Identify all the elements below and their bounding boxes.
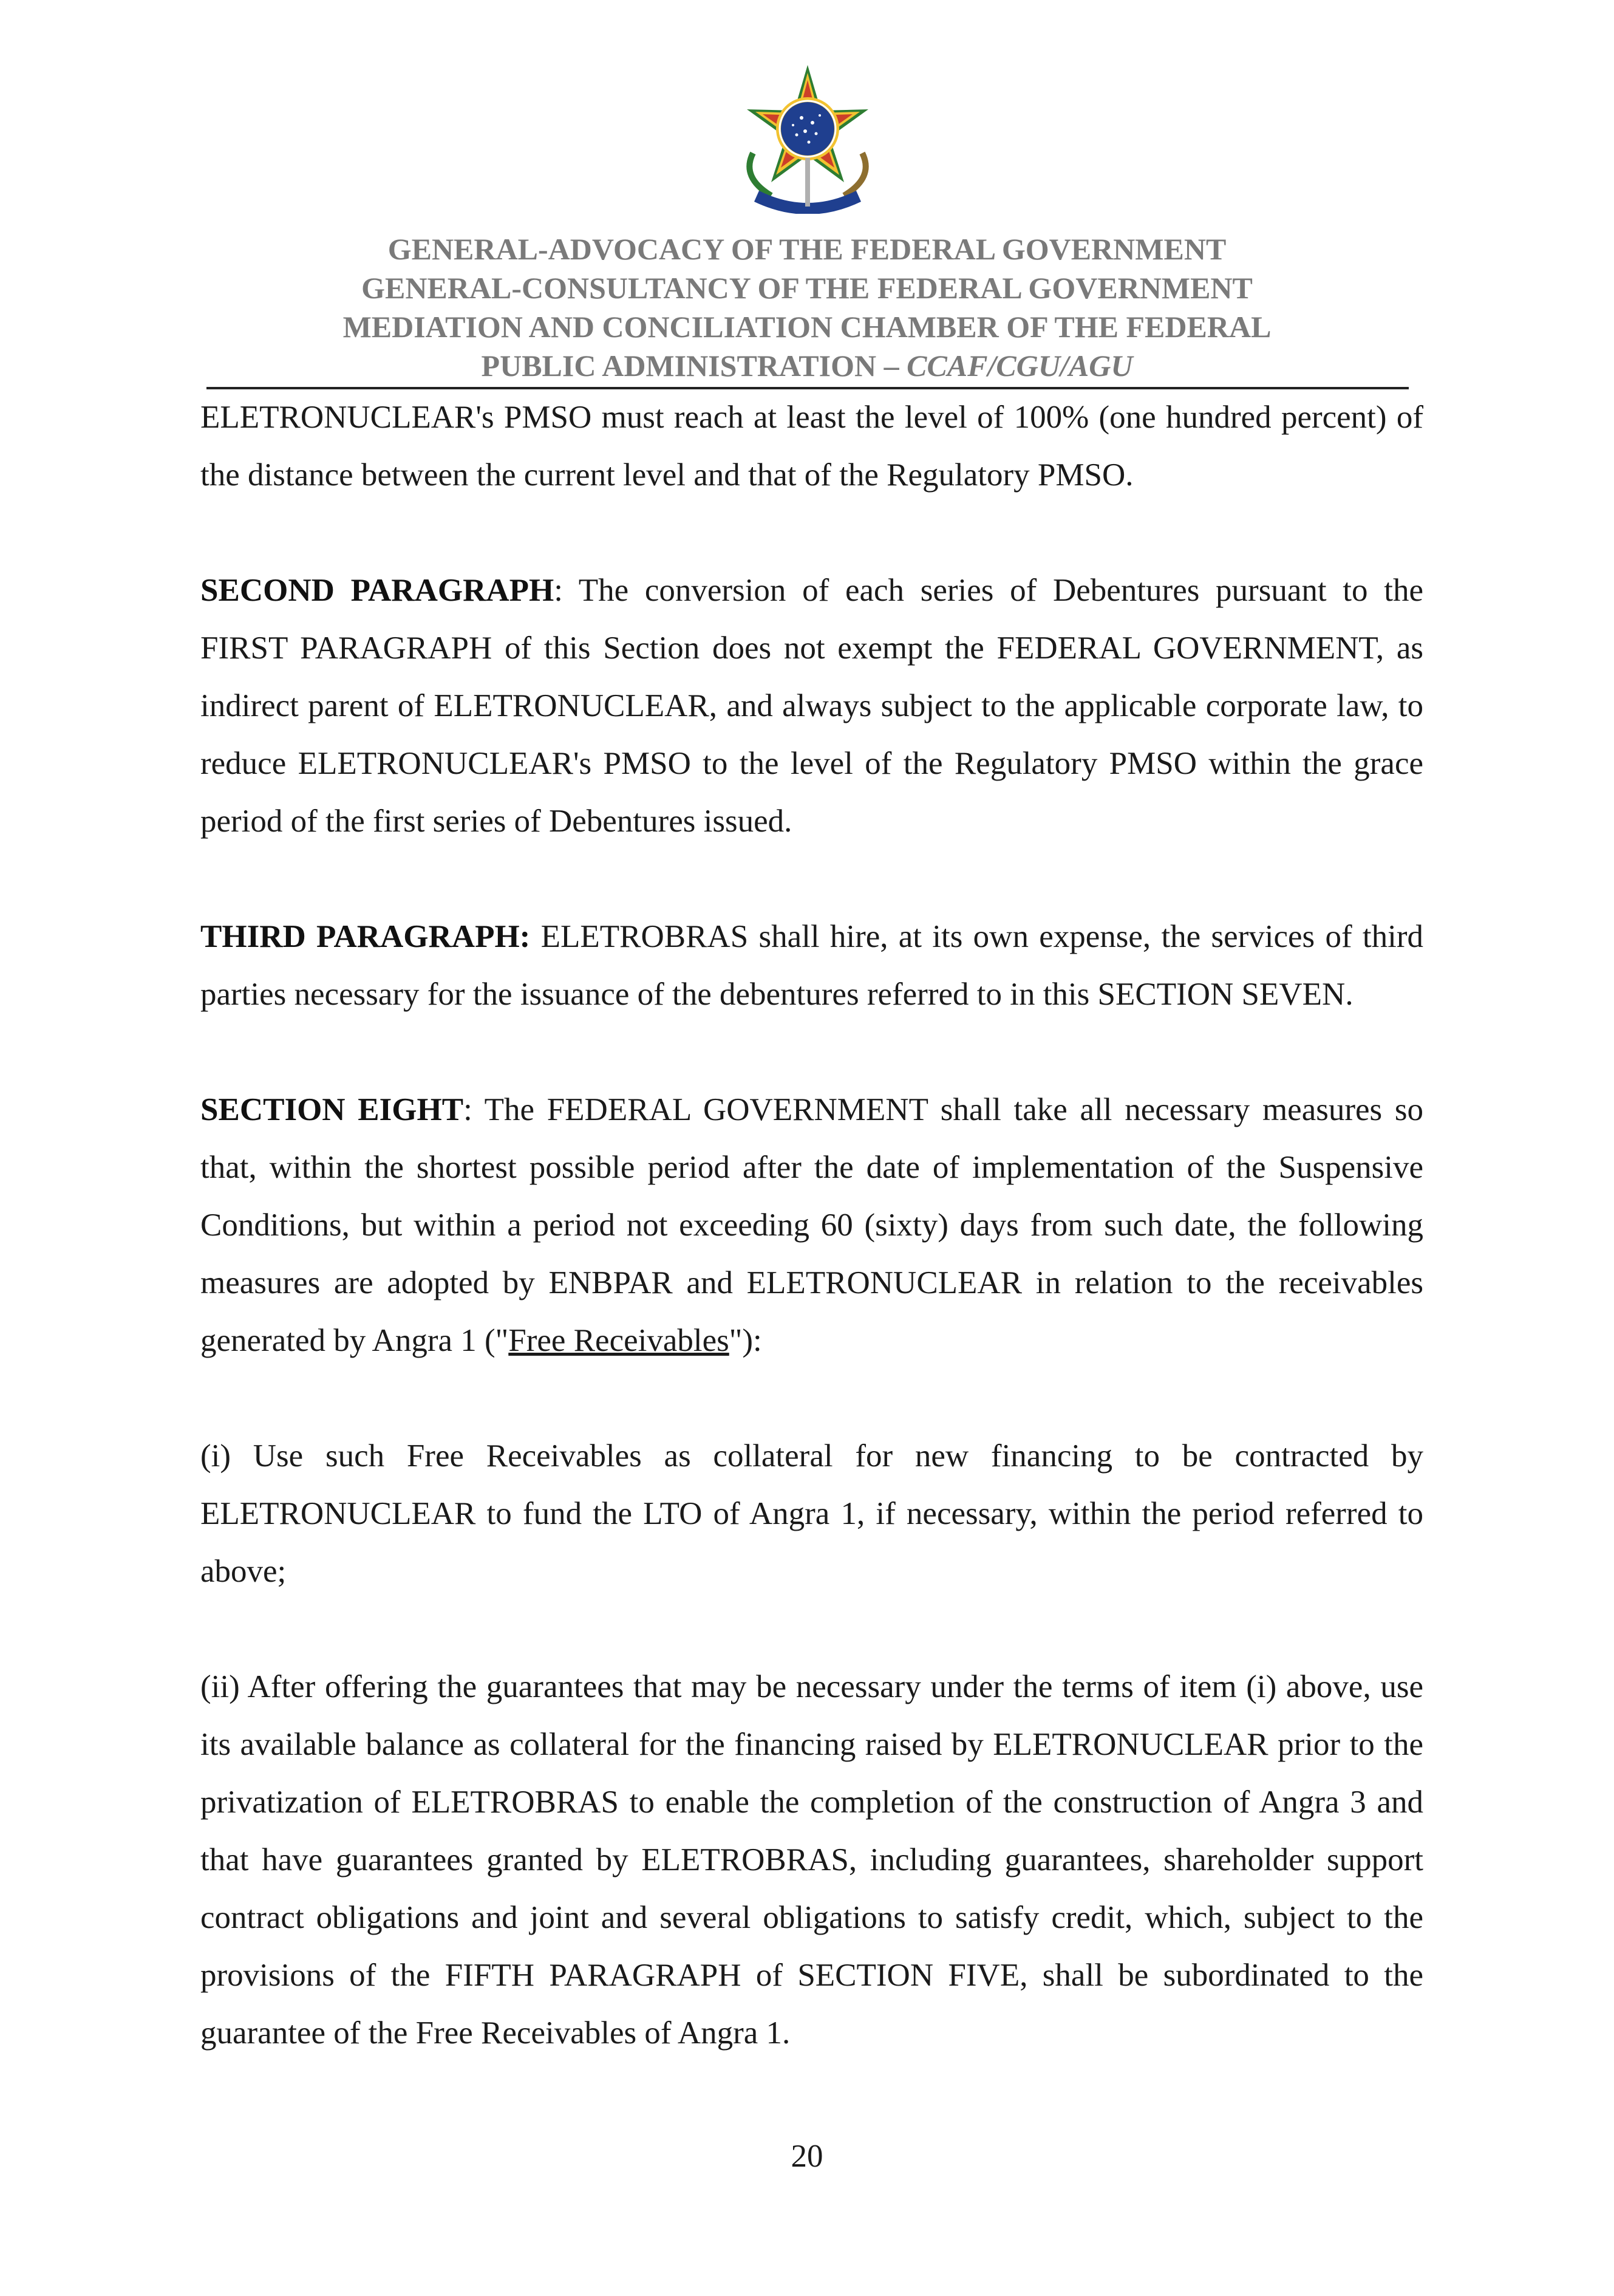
header-line-1: GENERAL-ADVOCACY OF THE FEDERAL GOVERNMENT <box>387 232 1227 266</box>
paragraph-second-label: SECOND PARAGRAPH <box>200 573 554 608</box>
header-line-2: GENERAL-CONSULTANCY OF THE FEDERAL GOVERNMENT <box>361 271 1253 305</box>
coat-of-arms-icon <box>729 56 887 214</box>
header-line-3: MEDIATION AND CONCILIATION CHAMBER OF THE FEDERAL <box>342 310 1272 344</box>
paragraph-continuation: ELETRONUCLEAR's PMSO must reach at least the level of 100% (one hundred percent) of the distance between the current level and that of the Regulatory PMSO. <box>200 400 1423 493</box>
paragraph-third <box>200 908 1423 1023</box>
section-eight-end: "): <box>729 1323 762 1358</box>
header-line-4-plain: PUBLIC ADMINISTRATION – <box>481 349 907 383</box>
free-receivables-term: Free Receivables <box>508 1323 729 1358</box>
paragraph-third-text: ELETROBRAS shall hire, at its own expense, the services of third parties necessary for the issuance of the debentures referred to in this SECTION SEVEN. <box>200 919 1423 1012</box>
letterhead <box>200 230 1414 385</box>
header-line-4 <box>200 346 1414 385</box>
section-eight-text: : The FEDERAL GOVERNMENT shall take all necessary measures so that, within the shortest possible period after the date of implementation of the Suspensive Conditions, but within a period not exceeding 60 (sixty) days from such date, the following measures are adopted by ENBPAR and ELETRONUCLEAR in relation to the receivables generated by Angra 1 (" <box>200 1092 1424 1358</box>
paragraph-third-label: THIRD PARAGRAPH: <box>200 919 531 954</box>
header-line-4-italic: CCAF/CGU/AGU <box>907 349 1133 383</box>
item-ii: (ii) After offering the guarantees that may be necessary under the terms of item (i) above, use its available balance as collateral for the financing raised by ELETRONUCLEAR prior to the privatization of ELETROBRAS to enable the completion of the construction of Angra 3 and that have guarantees granted by ELETROBRAS, including guarantees, shareholder support contract obligations and joint and several obligations to satisfy credit, which, subject to the provisions of the FIFTH PARAGRAPH of SECTION FIVE, shall be subordinated to the guarantee of the Free Receivables of Angra 1. <box>200 1669 1423 2051</box>
document-body <box>200 389 1423 2120</box>
paragraph-second-text: : The conversion of each series of Debentures pursuant to the FIRST PARAGRAPH of this Section does not exempt the FEDERAL GOVERNMENT, as indirect parent of ELETRONUCLEAR, and always subject to the applicable corporate law, to reduce ELETRONUCLEAR's PMSO to the level of the Regulatory PMSO within the grace period of the first series of Debentures issued. <box>200 573 1423 839</box>
section-eight <box>200 1081 1423 1370</box>
item-i: (i) Use such Free Receivables as collateral for new financing to be contracted by ELETRONUCLEAR to fund the LTO of Angra 1, if necessary, within the period referred to above; <box>200 1438 1423 1589</box>
section-eight-label: SECTION EIGHT <box>200 1092 464 1127</box>
paragraph-second <box>200 562 1423 850</box>
page-number: 20 <box>791 2139 823 2174</box>
